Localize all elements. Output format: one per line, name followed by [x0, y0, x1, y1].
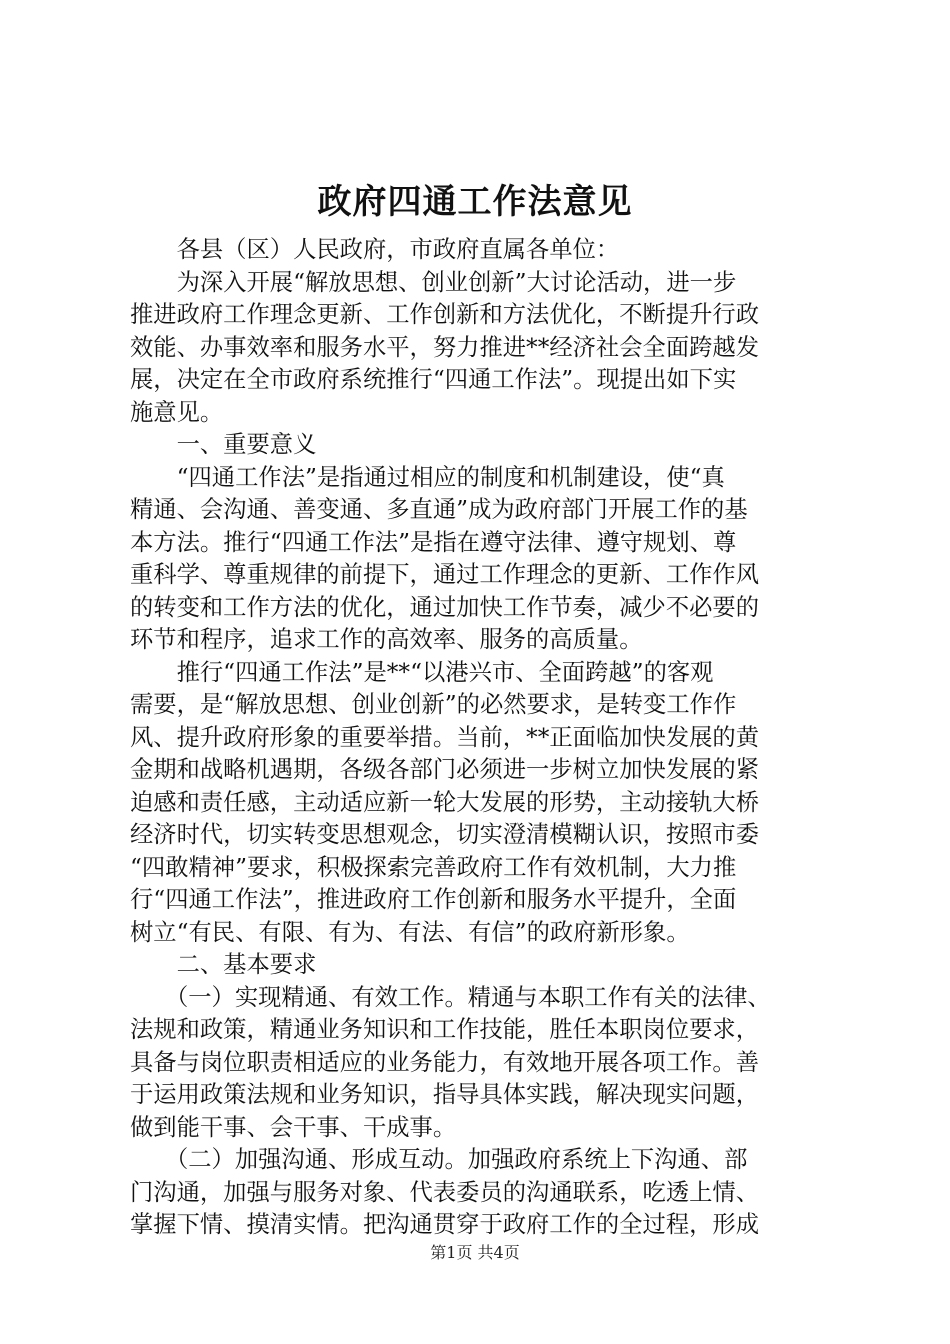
body-line: 为深入开展“解放思想、创业创新”大讨论活动，进一步: [130, 268, 737, 296]
page-number-footer: 第1页 共4页: [430, 1243, 520, 1262]
body-line: 展，决定在全市政府系统推行“四通工作法”。现提出如下实: [130, 366, 737, 393]
body-line: 各县（区）人民政府，市政府直属各单位：: [130, 236, 620, 263]
body-line: “四通工作法”是指通过相应的制度和机制建设，使“真: [130, 463, 725, 491]
body-line: （一）实现精通、有效工作。精通与本职工作有关的法律、: [130, 983, 771, 1011]
body-line: 本方法。推行“四通工作法”是指在遵守法律、遵守规划、尊: [130, 528, 737, 556]
body-line: 树立“有民、有限、有为、有法、有信”的政府新形象。: [130, 918, 690, 946]
body-line: 掌握下情、摸清实情。把沟通贯穿于政府工作的全过程，形成: [130, 1211, 760, 1238]
body-line: 于运用政策法规和业务知识，指导具体实践，解决现实问题，: [130, 1081, 760, 1108]
body-line: 门沟通，加强与服务对象、代表委员的沟通联系，吃透上情、: [130, 1178, 760, 1206]
document-body: [130, 234, 830, 1242]
section-heading: 二、基本要求: [130, 951, 317, 978]
body-line: 重科学、尊重规律的前提下，通过工作理念的更新、工作作风: [130, 561, 760, 588]
body-line: 需要，是“解放思想、创业创新”的必然要求，是转变工作作: [130, 691, 737, 718]
body-line: “四敢精神”要求，积极探索完善政府工作有效机制，大力推: [130, 853, 737, 881]
body-line: 效能、办事效率和服务水平，努力推进**经济社会全面跨越发: [130, 333, 760, 361]
body-line: 法规和政策，精通业务知识和工作技能，胜任本职岗位要求，: [130, 1016, 760, 1043]
body-line: 环节和程序，追求工作的高效率、服务的高质量。: [130, 626, 643, 653]
section-heading: 一、重要意义: [130, 431, 317, 458]
body-line: 施意见。: [130, 398, 224, 426]
body-line: 经济时代，切实转变思想观念，切实澄清模糊认识，按照市委: [130, 821, 760, 848]
document-title: 政府四通工作法意见: [317, 182, 633, 222]
body-line: 迫感和责任感，主动适应新一轮大发展的形势，主动接轨大桥: [130, 788, 760, 816]
body-line: 推行“四通工作法”是**“以港兴市、全面跨越”的客观: [130, 658, 714, 686]
body-line: 精通、会沟通、善变通、多直通”成为政府部门开展工作的基: [130, 496, 748, 523]
body-line: 做到能干事、会干事、干成事。: [130, 1113, 457, 1141]
body-line: 推进政府工作理念更新、工作创新和方法优化，不断提升行政: [130, 301, 760, 328]
body-line: 的转变和工作方法的优化，通过加快工作节奏，减少不必要的: [130, 593, 760, 621]
body-line: 风、提升政府形象的重要举措。当前，**正面临加快发展的黄: [130, 723, 760, 751]
body-line: 行“四通工作法”，推进政府工作创新和服务水平提升，全面: [130, 886, 737, 913]
body-line: 具备与岗位职责相适应的业务能力，有效地开展各项工作。善: [130, 1048, 760, 1076]
body-line: （二）加强沟通、形成互动。加强政府系统上下沟通、部: [130, 1146, 748, 1173]
body-line: 金期和战略机遇期，各级各部门必须进一步树立加快发展的紧: [130, 756, 760, 783]
